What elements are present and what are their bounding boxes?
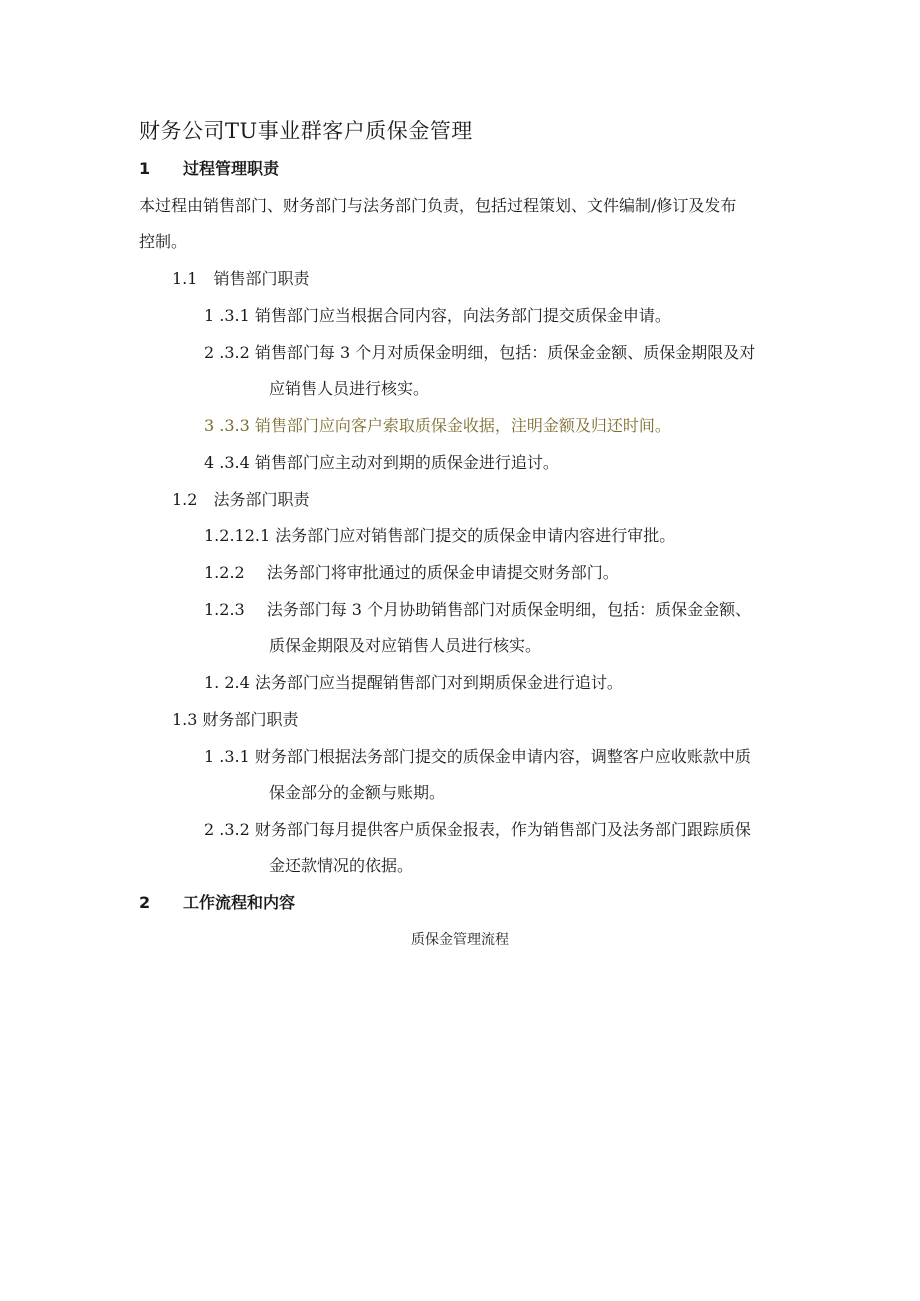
list-item: 1 .3.1 财务部门根据法务部门提交的质保金申请内容，调整客户应收账款中质 (204, 747, 751, 766)
item-text: 2.1 法务部门应对销售部门提交的质保金申请内容进行审批。 (244, 526, 676, 545)
intro-paragraph-line: 本过程由销售部门、财务部门与法务部门负责，包括过程策划、文件编制/修订及发布 (139, 196, 737, 215)
list-item: 2 .3.2 销售部门每 3 个月对质保金明细，包括：质保金金额、质保金期限及对 (204, 343, 756, 362)
item-number: 1.2.1 (204, 526, 245, 545)
list-item-continuation: 金还款情况的依据。 (269, 856, 414, 875)
figure-caption: 质保金管理流程 (411, 932, 509, 948)
list-item (204, 599, 751, 621)
list-item (204, 562, 619, 584)
section-title: 工作流程和内容 (183, 893, 296, 912)
item-text: 法务部门将审批通过的质保金申请提交财务部门。 (266, 563, 619, 582)
subsection-heading-legal: 1.2 法务部门职责 (172, 490, 310, 509)
list-item-continuation: 质保金期限及对应销售人员进行核实。 (269, 636, 542, 655)
document-title: 财务公司TU事业群客户质保金管理 (139, 119, 473, 143)
section-1-heading (139, 158, 279, 180)
subsection-heading-sales: 1.1 销售部门职责 (172, 269, 310, 288)
item-text: 法务部门每 3 个月协助销售部门对质保金明细，包括：质保金金额、 (266, 600, 752, 619)
list-item: 1. 2.4 法务部门应当提醒销售部门对到期质保金进行追讨。 (204, 673, 623, 692)
item-number: 1.2.2 (204, 563, 245, 582)
list-item: 2 .3.2 财务部门每月提供客户质保金报表，作为销售部门及法务部门跟踪质保 (204, 820, 751, 839)
list-item: 1 .3.1 销售部门应当根据合同内容，向法务部门提交质保金申请。 (204, 306, 671, 325)
list-item: 4 .3.4 销售部门应主动对到期的质保金进行追讨。 (204, 453, 559, 472)
section-title: 过程管理职责 (183, 159, 280, 178)
list-item-continuation: 保金部分的金额与账期。 (269, 783, 446, 802)
list-item-highlighted: 3 .3.3 销售部门应向客户索取质保金收据，注明金额及归还时间。 (204, 416, 671, 435)
item-number: 1.2.3 (204, 600, 245, 619)
subsection-heading-finance: 1.3 财务部门职责 (172, 710, 299, 729)
list-item-continuation: 应销售人员进行核实。 (269, 379, 430, 398)
list-item (204, 525, 675, 547)
intro-paragraph-line: 控制。 (139, 232, 188, 251)
section-number: 2 (139, 893, 151, 912)
section-2-heading (139, 892, 295, 914)
section-number: 1 (139, 159, 151, 178)
